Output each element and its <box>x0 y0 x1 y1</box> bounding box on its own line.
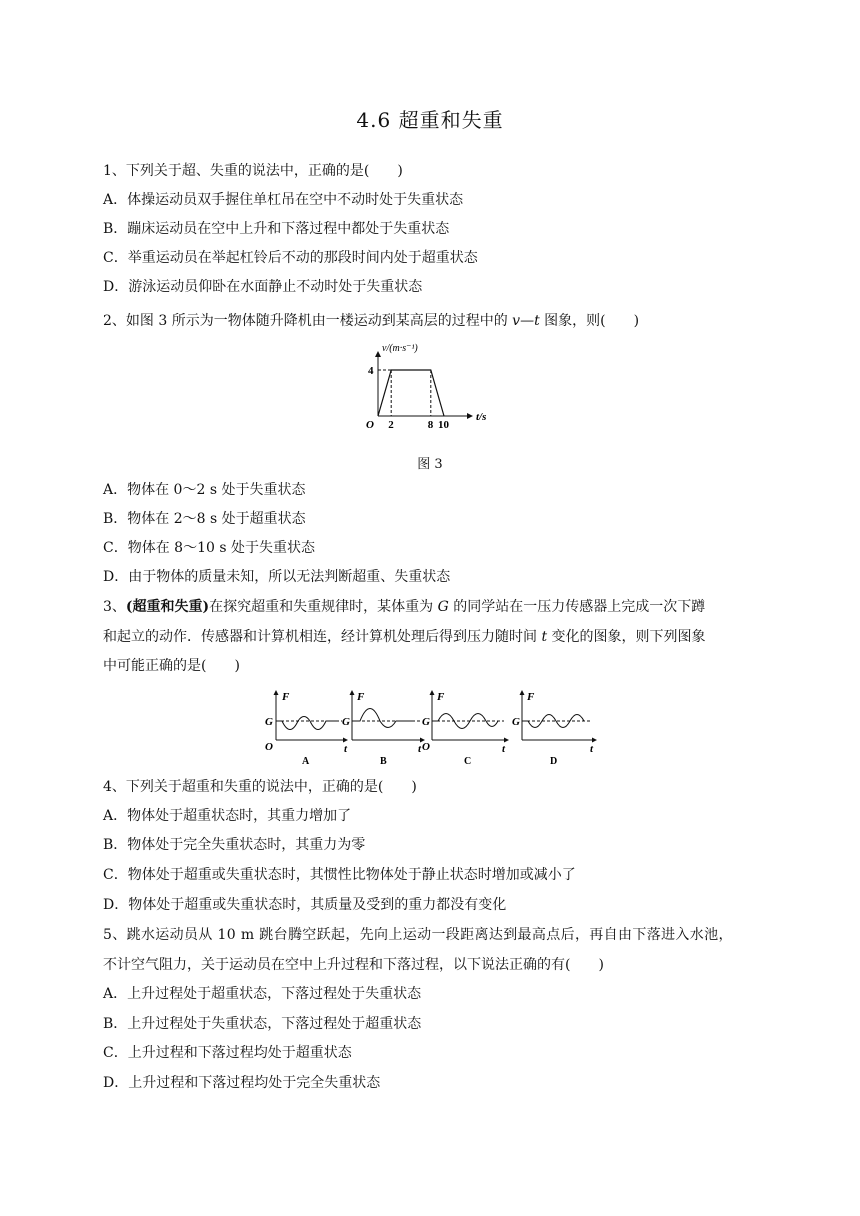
page-title: 4.6 超重和失重 <box>356 108 504 132</box>
q2-stem-before: 2、如图 3 所示为一物体随升降机由一楼运动到某高层的过程中的 <box>103 313 513 329</box>
q2-origin: O <box>366 419 374 431</box>
q4-option-b: B．物体处于完全失重状态时，其重力为零 <box>103 837 366 853</box>
q3-graph-c-f-label: F <box>437 691 445 703</box>
q2-y-label: v/(m·s⁻¹) <box>382 343 418 354</box>
q3-graph-a-f-label: F <box>282 691 290 703</box>
q3-num: 3、 <box>103 599 126 615</box>
q2-option-c: C．物体在 8～10 s 处于失重状态 <box>103 540 315 556</box>
q3-line2-b: 变化的图象，则下列图象 <box>547 629 706 645</box>
q1-stem: 1、下列关于超、失重的说法中，正确的是( ) <box>103 163 403 179</box>
q3-graph-c-origin: O <box>422 741 430 753</box>
q3-line2 <box>103 628 706 646</box>
q3-graph-a-t-label: t <box>344 743 348 755</box>
q2-plot <box>368 365 450 431</box>
q3-graph-c-g-label: G <box>422 716 430 728</box>
q1-option-b: B．蹦床运动员在空中上升和下落过程中都处于失重状态 <box>103 221 450 237</box>
q1-option-d: D．游泳运动员仰卧在水面静止不动时处于失重状态 <box>103 279 423 295</box>
q5-stem-line1: 5、跳水运动员从 10 m 跳台腾空跃起，先向上运动一段距离达到最高点后，再自由下落进入水池， <box>103 927 733 943</box>
q2-option-b: B．物体在 2～8 s 处于超重状态 <box>103 511 306 527</box>
q2-x-label: t/s <box>476 411 487 423</box>
q3-tag: (超重和失重) <box>125 599 210 615</box>
q3-var-g: G <box>437 599 449 615</box>
q2-option-d: D．由于物体的质量未知，所以无法判断超重、失重状态 <box>103 569 451 585</box>
q3-graph-d-t-label: t <box>590 743 594 755</box>
q3-graph-a-origin: O <box>265 741 273 753</box>
q2-x-tick: 10 <box>438 419 449 431</box>
q3-graph-d-g-label: G <box>512 716 520 728</box>
q5-stem-line2: 不计空气阻力，关于运动员在空中上升过程和下落过程，以下说法正确的有( ) <box>103 957 604 973</box>
q3-graph-c-t-label: t <box>502 743 506 755</box>
q3-line1-b: 的同学站在一压力传感器上完成一次下蹲 <box>448 599 706 615</box>
q3-graph-c <box>422 691 508 767</box>
q3-graph-d <box>512 691 596 767</box>
q2-stem-var: v—t <box>512 313 540 329</box>
q3-graph-b-f-label: F <box>357 691 365 703</box>
q3-graph-a-g-label: G <box>265 716 273 728</box>
q1-option-c: C．举重运动员在举起杠铃后不动的那段时间内处于超重状态 <box>103 250 478 266</box>
q3-graph-b-label: B <box>380 756 387 767</box>
q3-graph-b-t-label: t <box>418 743 422 755</box>
q4-option-a: A．物体处于超重状态时，其重力增加了 <box>103 808 352 824</box>
q3-line2-a: 和起立的动作．传感器和计算机相连，经计算机处理后得到压力随时间 <box>103 629 542 645</box>
q3-graph-a-label: A <box>302 756 310 767</box>
q3-graph-b <box>342 691 424 767</box>
q5-option-c: C．上升过程和下落过程均处于超重状态 <box>103 1045 352 1061</box>
q3-graph-a-curve <box>276 717 336 730</box>
q3-graph-a <box>265 691 348 767</box>
q2-y-tick: 4 <box>368 365 374 377</box>
q3-graph-c-label: C <box>464 756 472 767</box>
q3-force-graphs <box>262 688 602 770</box>
q3-line3: 中可能正确的是( ) <box>103 658 240 674</box>
q2-stem <box>103 312 639 330</box>
q2-vt-graph <box>360 340 500 432</box>
q4-option-c: C．物体处于超重或失重状态时，其惯性比物体处于静止状态时增加或减小了 <box>103 867 576 883</box>
q3-graph-d-label: D <box>550 756 558 767</box>
q2-x-tick: 8 <box>427 419 434 431</box>
q3-graph-b-g-label: G <box>342 716 350 728</box>
q2-stem-after: 图象，则( ) <box>539 313 640 329</box>
q3-graph-d-f-label: F <box>527 691 535 703</box>
q2-figure-caption: 图 3 <box>417 457 443 472</box>
q3-graph-b-curve <box>352 709 414 728</box>
q2-option-a: A．物体在 0～2 s 处于失重状态 <box>103 482 306 498</box>
q5-option-a: A．上升过程处于超重状态，下落过程处于失重状态 <box>103 986 422 1002</box>
q2-vt-line <box>378 370 444 416</box>
q3-var-t: t <box>541 629 548 645</box>
q3-line1-a: 在探究超重和失重规律时，某体重为 <box>209 599 438 615</box>
q5-option-b: B．上升过程处于失重状态，下落过程处于超重状态 <box>103 1016 422 1032</box>
q3-line1 <box>103 598 705 616</box>
q4-stem: 4、下列关于超重和失重的说法中，正确的是( ) <box>103 779 417 795</box>
q2-x-tick: 2 <box>388 419 394 431</box>
q1-option-a: A．体操运动员双手握住单杠吊在空中不动时处于失重状态 <box>103 192 464 208</box>
q4-option-d: D．物体处于超重或失重状态时，其质量及受到的重力都没有变化 <box>103 897 507 913</box>
q5-option-d: D．上升过程和下落过程均处于完全失重状态 <box>103 1075 381 1091</box>
